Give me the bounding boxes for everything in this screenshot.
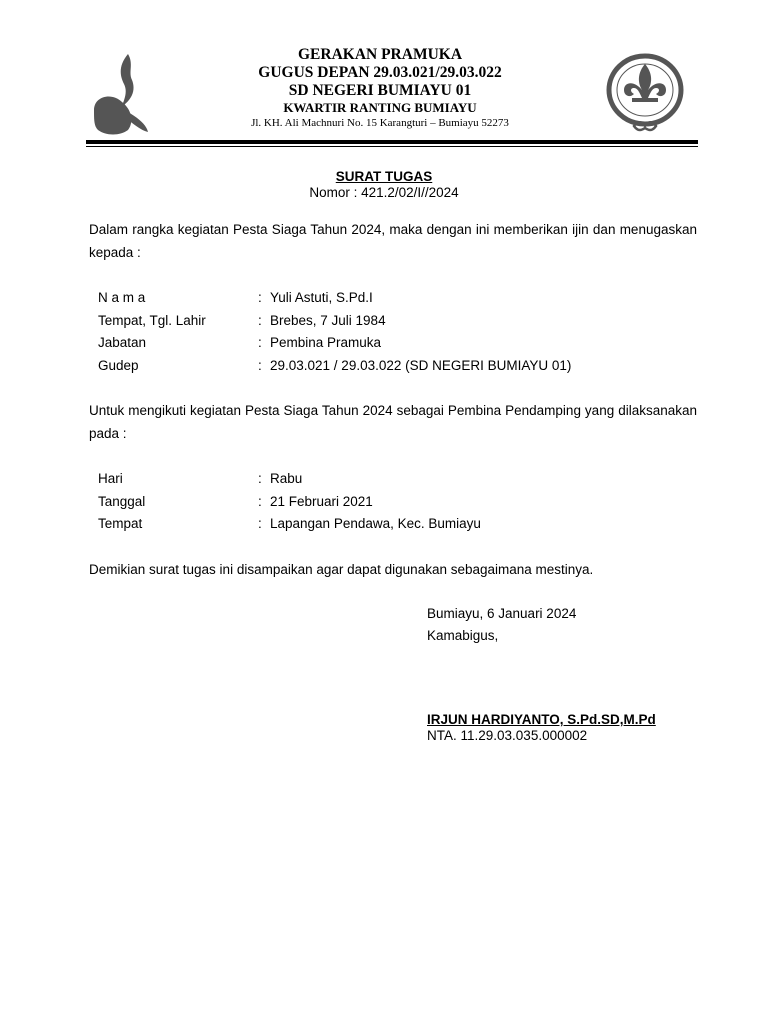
detail-row-position — [98, 332, 698, 355]
letterhead-divider-thick — [86, 140, 698, 144]
schedule-label: Tempat — [98, 516, 143, 531]
purpose-paragraph: Untuk mengikuti kegiatan Pesta Siaga Tahun 2024 sebagai Pembina Pendamping yang dilaksanakan pada : — [89, 403, 697, 441]
letter-number: Nomor : 421.2/02/I//2024 — [309, 185, 459, 200]
schedule-value: Lapangan Pendawa, Kec. Bumiayu — [270, 516, 481, 531]
signature-name: IRJUN HARDIYANTO, S.Pd.SD,M.Pd — [427, 712, 656, 727]
detail-row-name — [98, 287, 698, 310]
schedule-label: Tanggal — [98, 493, 146, 509]
schedule-colon: : — [258, 493, 262, 509]
signature-position: Kamabigus, — [427, 628, 499, 643]
letterhead-address: Jl. KH. Ali Machnuri No. 15 Karangturi – Bumiayu 52273 — [251, 117, 509, 129]
tunas-kelapa-logo — [88, 50, 152, 138]
schedule-value: Rabu — [270, 471, 303, 486]
detail-label: Jabatan — [98, 335, 147, 350]
person-details — [98, 287, 698, 377]
detail-label: Tempat, Tgl. Lahir — [98, 312, 206, 328]
letter-title — [0, 169, 768, 200]
detail-row-birth — [98, 310, 698, 333]
detail-colon: : — [258, 357, 262, 373]
detail-colon: : — [258, 312, 262, 328]
detail-label: N a m a — [98, 290, 146, 305]
letterhead — [200, 46, 560, 131]
detail-row-gudep — [98, 355, 698, 378]
kwartir-name: KWARTIR RANTING BUMIAYU — [283, 100, 477, 115]
intro-paragraph: Dalam rangka kegiatan Pesta Siaga Tahun 2024, maka dengan ini memberikan ijin dan menugaskan kepada : — [89, 222, 697, 260]
schedule-row-date — [98, 491, 698, 514]
schedule-colon: : — [258, 516, 262, 531]
detail-label: Gudep — [98, 357, 139, 373]
school-name: SD NEGERI BUMIAYU 01 — [288, 82, 472, 99]
letter-heading: SURAT TUGAS — [335, 169, 433, 184]
schedule-label: Hari — [98, 471, 123, 486]
schedule-colon: : — [258, 471, 262, 486]
schedule-details — [98, 468, 698, 536]
detail-value: Brebes, 7 Juli 1984 — [270, 312, 386, 328]
signature-place-date: Bumiayu, 6 Januari 2024 — [427, 606, 577, 621]
scout-emblem-logo — [604, 50, 686, 138]
org-name: GERAKAN PRAMUKA — [297, 46, 463, 63]
signature-nta: NTA. 11.29.03.035.000002 — [427, 728, 588, 743]
schedule-row-day — [98, 468, 698, 491]
closing-paragraph: Demikian surat tugas ini disampaikan agar dapat digunakan sebagaimana mestinya. — [89, 562, 594, 577]
schedule-row-place — [98, 513, 698, 536]
detail-value: Pembina Pramuka — [270, 335, 382, 350]
gudep-number: GUGUS DEPAN 29.03.021/29.03.022 — [258, 64, 502, 81]
detail-colon: : — [258, 335, 262, 350]
detail-value: 29.03.021 / 29.03.022 (SD NEGERI BUMIAYU 01) — [270, 357, 572, 373]
detail-colon: : — [258, 290, 262, 305]
detail-value: Yuli Astuti, S.Pd.I — [270, 290, 373, 305]
schedule-value: 21 Februari 2021 — [270, 493, 373, 509]
letterhead-divider-thin — [86, 146, 698, 147]
